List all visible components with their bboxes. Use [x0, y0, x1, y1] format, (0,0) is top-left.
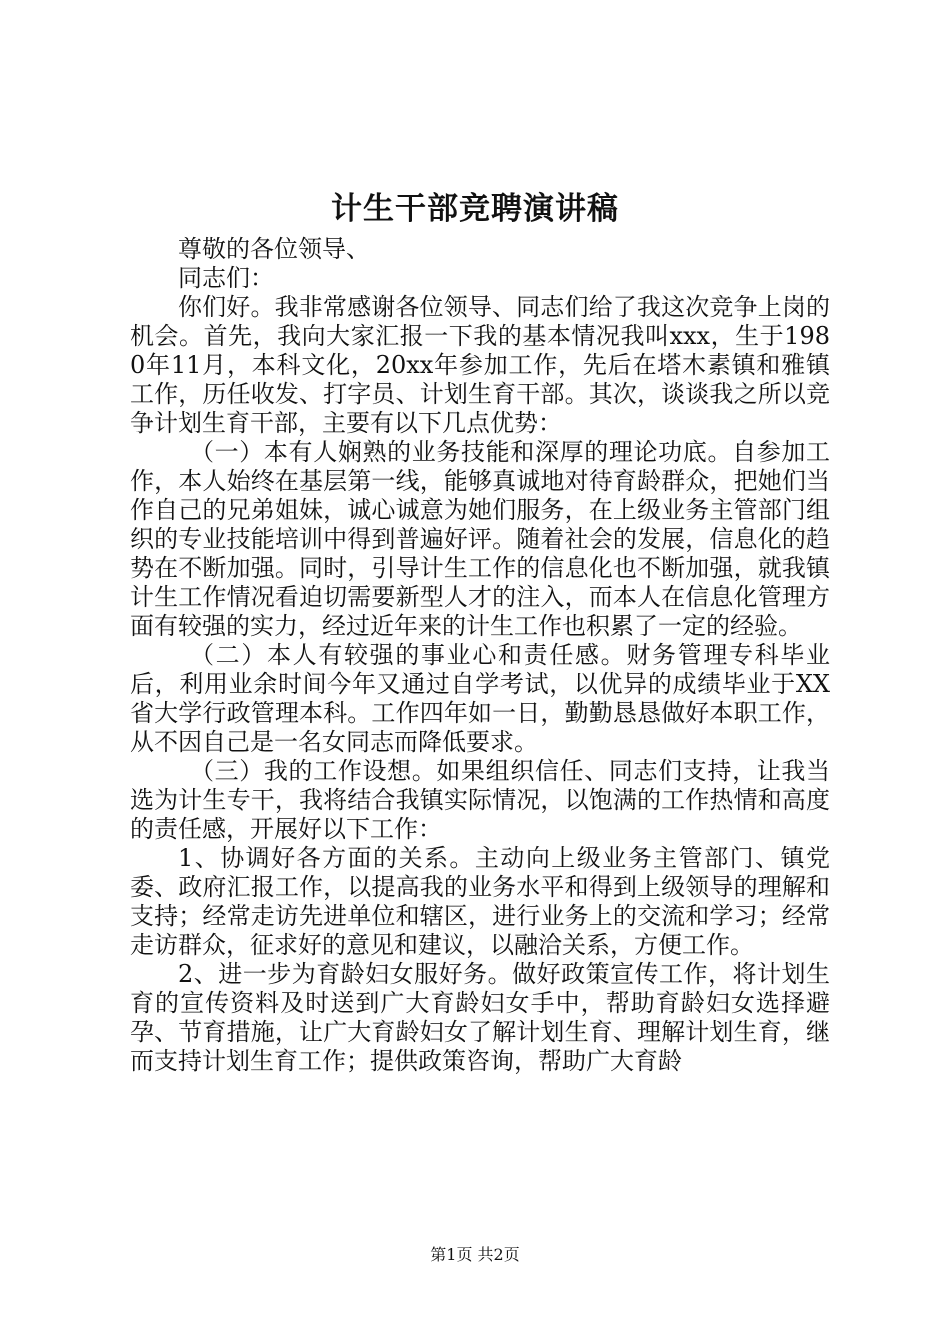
paragraph-plan-1: 1、协调好各方面的关系。主动向上级业务主管部门、镇党委、政府汇报工作，以提高我的业务水平和得到上级领导的理解和支持；经常走访先进单位和辖区，进行业务上的交流和学习；经常走访群众，征求好的意见和建议，以融洽关系，方便工作。 — [130, 844, 830, 959]
document-body — [130, 235, 830, 1076]
paragraph-introduction: 你们好。我非常感谢各位领导、同志们给了我这次竞争上岗的机会。首先，我向大家汇报一下我的基本情况我叫xxx，生于1980年11月，本科文化，20xx年参加工作，先后在塔木素镇和雅镇工作，历任收发、打字员、计划生育干部。其次，谈谈我之所以竞争计划生育干部，主要有以下几点优势： — [130, 293, 830, 437]
paragraph-point-3: （三）我的工作设想。如果组织信任、同志们支持，让我当选为计生专干，我将结合我镇实际情况，以饱满的工作热情和高度的责任感，开展好以下工作： — [130, 757, 830, 843]
paragraph-point-1: （一）本有人娴熟的业务技能和深厚的理论功底。自参加工作，本人始终在基层第一线，能够真诚地对待育龄群众，把她们当作自己的兄弟姐妹，诚心诚意为她们服务，在上级业务主管部门组织的专业技能培训中得到普遍好评。随着社会的发展，信息化的趋势在不断加强。同时，引导计生工作的信息化也不断加强，就我镇计生工作情况看迫切需要新型人才的注入，而本人在信息化管理方面有较强的实力，经过近年来的计生工作也积累了一定的经验。 — [130, 438, 830, 640]
paragraph-salutation-2: 同志们： — [178, 264, 274, 292]
paragraph-plan-2: 2、进一步为育龄妇女服好务。做好政策宣传工作，将计划生育的宣传资料及时送到广大育龄妇女手中，帮助育龄妇女选择避孕、节育措施，让广大育龄妇女了解计划生育、理解计划生育，继而支持计划生育工作；提供政策咨询，帮助广大育龄 — [130, 960, 830, 1075]
paragraph-point-2: （二）本人有较强的事业心和责任感。财务管理专科毕业后，利用业余时间今年又通过自学考试，以优异的成绩毕业于XX省大学行政管理本科。工作四年如一日，勤勤恳恳做好本职工作，从不因自己是一名女同志而降低要求。 — [130, 641, 830, 756]
page-footer: 第1页 共2页 — [430, 1245, 520, 1264]
paragraph-salutation-1: 尊敬的各位领导、 — [178, 235, 370, 263]
document-title: 计生干部竞聘演讲稿 — [331, 191, 619, 227]
